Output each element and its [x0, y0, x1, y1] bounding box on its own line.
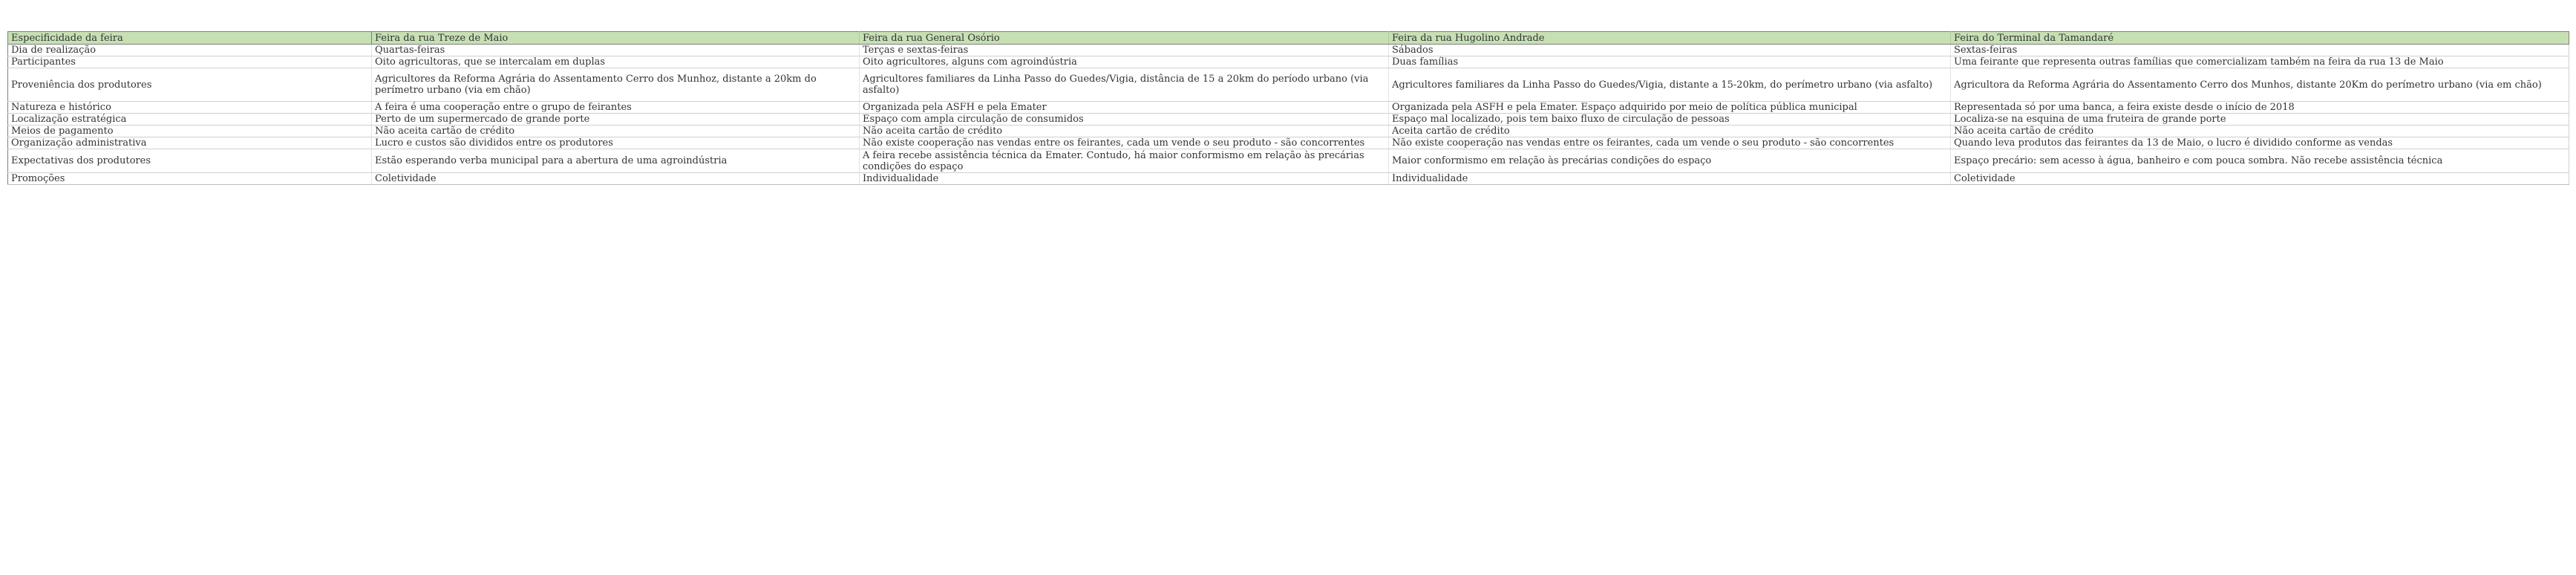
header-cell-general-osorio[interactable]: Feira da rua General Osório — [860, 32, 1389, 45]
table-cell[interactable]: Individualidade — [1389, 173, 1951, 185]
table-row — [8, 102, 2569, 114]
row-label-cell[interactable]: Natureza e histórico — [8, 102, 372, 114]
table-cell[interactable]: Não aceita cartão de crédito — [372, 126, 860, 137]
table-cell[interactable]: Aceita cartão de crédito — [1389, 126, 1951, 137]
table-cell[interactable]: Agricultores familiares da Linha Passo do Guedes/Vigia, distante a 15-20km, do perímetro urbano (via asfalto) — [1389, 68, 1951, 102]
comparison-table — [7, 31, 2569, 185]
table-cell[interactable]: Oito agricultores, alguns com agroindústria — [860, 56, 1389, 68]
table-cell[interactable]: Espaço precário: sem acesso à água, banheiro e com pouca sombra. Não recebe assistência técnica — [1951, 149, 2569, 173]
table-cell[interactable]: A feira recebe assistência técnica da Emater. Contudo, há maior conformismo em relação às precárias condições do espaço — [860, 149, 1389, 173]
table-cell[interactable]: Representada só por uma banca, a feira existe desde o início de 2018 — [1951, 102, 2569, 114]
table-cell[interactable]: Terças e sextas-feiras — [860, 45, 1389, 56]
row-label-cell[interactable]: Organização administrativa — [8, 137, 372, 149]
row-label-cell[interactable]: Promoções — [8, 173, 372, 185]
header-cell-especificidade[interactable]: Especificidade da feira — [8, 32, 372, 45]
row-label-cell[interactable]: Expectativas dos produtores — [8, 149, 372, 173]
table-cell[interactable]: Individualidade — [860, 173, 1389, 185]
table-cell[interactable]: Não aceita cartão de crédito — [860, 126, 1389, 137]
row-label-cell[interactable]: Meios de pagamento — [8, 126, 372, 137]
table-cell[interactable]: Estão esperando verba municipal para a abertura de uma agroindústria — [372, 149, 860, 173]
table-cell[interactable]: Coletividade — [372, 173, 860, 185]
table-cell[interactable]: Maior conformismo em relação às precárias condições do espaço — [1389, 149, 1951, 173]
table-cell[interactable]: Oito agricultoras, que se intercalam em duplas — [372, 56, 860, 68]
row-label-cell[interactable]: Localização estratégica — [8, 114, 372, 126]
table-cell[interactable]: Não aceita cartão de crédito — [1951, 126, 2569, 137]
table-cell[interactable]: Espaço com ampla circulação de consumidos — [860, 114, 1389, 126]
table-cell[interactable]: Coletividade — [1951, 173, 2569, 185]
header-cell-hugolino-andrade[interactable]: Feira da rua Hugolino Andrade — [1389, 32, 1951, 45]
table-cell[interactable]: Lucro e custos são divididos entre os produtores — [372, 137, 860, 149]
header-cell-tamandare[interactable]: Feira do Terminal da Tamandaré — [1951, 32, 2569, 45]
table-cell[interactable]: Agricultora da Reforma Agrária do Assentamento Cerro dos Munhos, distante 20Km do perímetro urbano (via em chão) — [1951, 68, 2569, 102]
table-row — [8, 126, 2569, 137]
table-row — [8, 114, 2569, 126]
table-cell[interactable]: Localiza-se na esquina de uma fruteira de grande porte — [1951, 114, 2569, 126]
table-row — [8, 45, 2569, 56]
table-row — [8, 149, 2569, 173]
table-cell[interactable]: Organizada pela ASFH e pela Emater — [860, 102, 1389, 114]
table-cell[interactable]: Agricultores familiares da Linha Passo do Guedes/Vigia, distância de 15 a 20km do período urbano (via asfalto) — [860, 68, 1389, 102]
table-row — [8, 56, 2569, 68]
table-row — [8, 173, 2569, 185]
table-cell[interactable]: Sábados — [1389, 45, 1951, 56]
table-cell[interactable]: Agricultores da Reforma Agrária do Assentamento Cerro dos Munhoz, distante a 20km do perímetro urbano (via em chão) — [372, 68, 860, 102]
table-cell[interactable]: Não existe cooperação nas vendas entre os feirantes, cada um vende o seu produto - são concorrentes — [1389, 137, 1951, 149]
header-row — [8, 32, 2569, 45]
table-cell[interactable]: Espaço mal localizado, pois tem baixo fluxo de circulação de pessoas — [1389, 114, 1951, 126]
table-cell[interactable]: Quando leva produtos das feirantes da 13 de Maio, o lucro é dividido conforme as vendas — [1951, 137, 2569, 149]
table-row — [8, 68, 2569, 102]
table-cell[interactable]: Duas famílias — [1389, 56, 1951, 68]
table-cell[interactable]: Não existe cooperação nas vendas entre os feirantes, cada um vende o seu produto - são concorrentes — [860, 137, 1389, 149]
table-cell[interactable]: Quartas-feiras — [372, 45, 860, 56]
table-cell[interactable]: Uma feirante que representa outras famílias que comercializam também na feira da rua 13 de Maio — [1951, 56, 2569, 68]
header-cell-treze-de-maio[interactable]: Feira da rua Treze de Maio — [372, 32, 860, 45]
row-label-cell[interactable]: Participantes — [8, 56, 372, 68]
row-label-cell[interactable]: Proveniência dos produtores — [8, 68, 372, 102]
table-cell[interactable]: Organizada pela ASFH e pela Emater. Espaço adquirido por meio de política pública municipal — [1389, 102, 1951, 114]
table-cell[interactable]: Perto de um supermercado de grande porte — [372, 114, 860, 126]
row-label-cell[interactable]: Dia de realização — [8, 45, 372, 56]
table-row — [8, 137, 2569, 149]
spreadsheet-area — [7, 31, 2569, 185]
table-cell[interactable]: Sextas-feiras — [1951, 45, 2569, 56]
table-cell[interactable]: A feira é uma cooperação entre o grupo de feirantes — [372, 102, 860, 114]
